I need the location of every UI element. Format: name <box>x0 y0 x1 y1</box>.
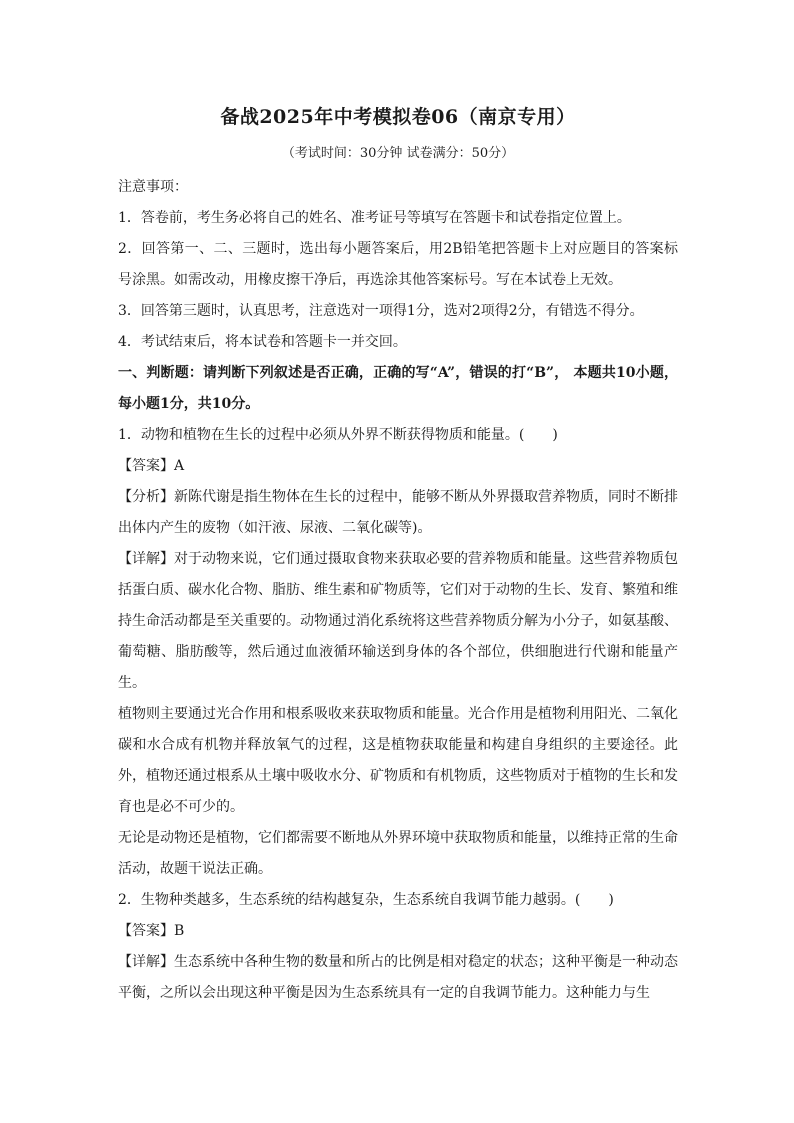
exam-info: （考试时间：30分钟 试卷满分：50分） <box>281 146 515 161</box>
note-item: 1．答卷前，考生务必将自己的姓名、准考证号等填写在答题卡和试卷指定位置上。 <box>118 210 631 226</box>
answer-text: 【答案】A <box>118 458 185 474</box>
notes-heading: 注意事项： <box>118 179 188 195</box>
question-text: 1．动物和植物在生长的过程中必须从外界不断获得物质和能量。( ) <box>118 427 558 443</box>
page-title: 备战2025年中考模拟卷06（南京专用） <box>220 106 576 128</box>
detail-text: 植物则主要通过光合作用和根系吸收来获取物质和能量。光合作用是植物利用阳光、二氧化碳和水合成有机物并释放氧气的过程，这是植物获取能量和构建自身组织的主要途径。此外，植物还通过根系从土壤中吸收水分、矿物质和有机物质，这些物质对于植物的生长和发育也是必不可少的。 <box>118 706 678 815</box>
detail-text: 【详解】生态系统中各种生物的数量和所占的比例是相对稳定的状态；这种平衡是一种动态平衡，之所以会出现这种平衡是因为生态系统具有一定的自我调节能力。这种能力与生 <box>118 954 678 1001</box>
question-text: 2．生物种类越多，生态系统的结构越复杂，生态系统自我调节能力越弱。( ) <box>118 892 614 908</box>
note-item: 2．回答第一、二、三题时，选出每小题答案后，用2B铅笔把答题卡上对应题目的答案标号涂黑。如需改动，用橡皮擦干净后，再选涂其他答案标号。写在本试卷上无效。 <box>118 241 678 288</box>
answer-text: 【答案】B <box>118 923 185 939</box>
analysis-text: 【分析】新陈代谢是指生物体在生长的过程中，能够不断从外界摄取营养物质，同时不断排出体内产生的废物（如汗液、尿液、二氧化碳等)。 <box>118 489 678 536</box>
note-item: 3．回答第三题时，认真思考，注意选对一项得1分，选对2项得2分，有错选不得分。 <box>118 303 644 319</box>
detail-text: 无论是动物还是植物，它们都需要不断地从外界环境中获取物质和能量，以维持正常的生命活动，故题干说法正确。 <box>118 830 678 877</box>
detail-text: 【详解】对于动物来说，它们通过摄取食物来获取必要的营养物质和能量。这些营养物质包括蛋白质、碳水化合物、脂肪、维生素和矿物质等，它们对于动物的生长、发育、繁殖和维持生命活动都是至关重要的。动物通过消化系统将这些营养物质分解为小分子，如氨基酸、葡萄糖、脂肪酸等，然后通过血液循环输送到身体的各个部位，供细胞进行代谢和能量产生。 <box>118 551 678 691</box>
exam-page <box>118 104 678 1009</box>
note-item: 4．考试结束后，将本试卷和答题卡一并交回。 <box>118 334 407 350</box>
section-heading: 一、判断题：请判断下列叙述是否正确，正确的写“A”，错误的打“B”， 本题共10小题，每小题1分，共10分。 <box>118 365 678 412</box>
